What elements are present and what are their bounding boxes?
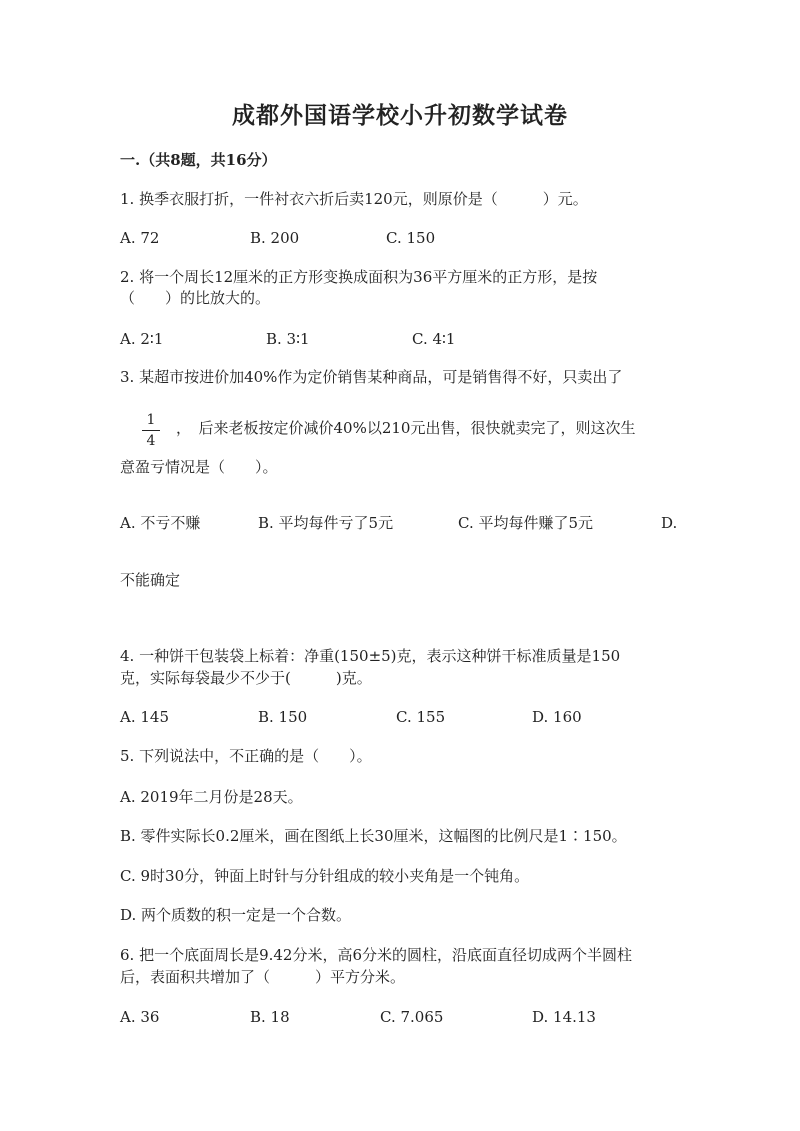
q3-option-d-text: 不能确定 [120, 571, 181, 589]
section-heading: 一.（共8题，共16分） [120, 151, 277, 169]
q2-option-c: C. 4∶1 [412, 330, 456, 348]
question-3-text-line1: 3. 某超市按进价加40%作为定价销售某种商品，可是销售得不好，只卖出了 [120, 368, 623, 386]
question-1-text: 1. 换季衣服打折，一件衬衣六折后卖120元，则原价是（ ）元。 [120, 190, 588, 208]
question-6-text-line1: 6. 把一个底面周长是9.42分米，高6分米的圆柱，沿底面直径切成两个半圆柱 [120, 946, 633, 964]
question-2-text-line2: （ ）的比放大的。 [120, 289, 271, 307]
question-6-text-line2: 后，表面积共增加了（ ）平方分米。 [120, 968, 406, 986]
q4-option-a: A. 145 [120, 708, 169, 726]
q3-option-a: A. 不亏不赚 [120, 514, 201, 532]
q5-option-a: A. 2019年二月份是28天。 [120, 788, 303, 806]
q2-option-b: B. 3∶1 [266, 330, 310, 348]
fraction-one-quarter [140, 412, 162, 449]
q5-option-b: B. 零件实际长0.2厘米，画在图纸上长30厘米，这幅图的比例尺是1∶150。 [120, 827, 627, 845]
q1-option-a: A. 72 [120, 229, 160, 247]
q5-option-c: C. 9时30分，钟面上时针与分针组成的较小夹角是一个钝角。 [120, 867, 530, 885]
q6-option-b: B. 18 [250, 1008, 290, 1026]
q2-option-a: A. 2∶1 [120, 330, 164, 348]
fraction-denominator: 4 [146, 433, 156, 449]
question-4-text-line2: 克，实际每袋最少不少于( )克。 [120, 669, 372, 687]
fraction-bar [142, 430, 160, 431]
q4-option-b: B. 150 [258, 708, 308, 726]
q6-option-d: D. 14.13 [532, 1008, 596, 1026]
q3-option-b: B. 平均每件亏了5元 [258, 514, 394, 532]
q3-option-c: C. 平均每件赚了5元 [458, 514, 594, 532]
question-4-text-line1: 4. 一种饼干包装袋上标着：净重(150±5)克，表示这种饼干标准质量是150 [120, 647, 621, 665]
q1-option-c: C. 150 [386, 229, 436, 247]
exam-title: 成都外国语学校小升初数学试卷 [232, 102, 568, 129]
q5-option-d: D. 两个质数的积一定是一个合数。 [120, 906, 352, 924]
q4-option-c: C. 155 [396, 708, 446, 726]
question-2-text-line1: 2. 将一个周长12厘米的正方形变换成面积为36平方厘米的正方形，是按 [120, 268, 598, 286]
question-5-text: 5. 下列说法中，不正确的是（ ）。 [120, 747, 372, 765]
fraction-numerator: 1 [146, 412, 156, 428]
q4-option-d: D. 160 [532, 708, 582, 726]
question-3-text-line2: ， 后来老板按定价减价40%以210元出售，很快就卖完了，则这次生 [176, 419, 636, 437]
q1-option-b: B. 200 [250, 229, 300, 247]
q3-option-d-label: D. [661, 514, 678, 532]
q6-option-c: C. 7.065 [380, 1008, 444, 1026]
question-3-text-line3: 意盈亏情况是（ ）。 [120, 458, 278, 476]
q6-option-a: A. 36 [120, 1008, 160, 1026]
